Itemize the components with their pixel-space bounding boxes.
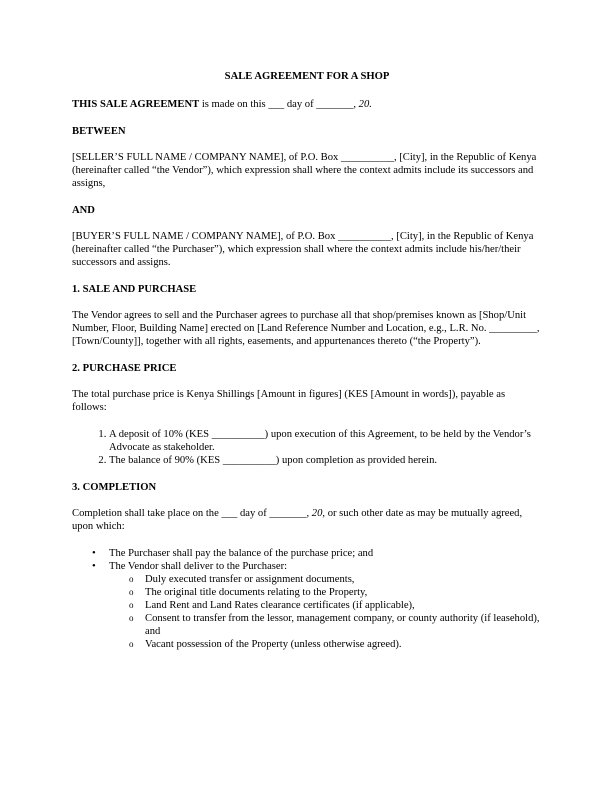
list-item <box>109 560 542 651</box>
list-item: o The original title documents relating to the Property, <box>145 586 542 599</box>
section1-heading: 1. SALE AND PURCHASE <box>72 284 197 295</box>
section3-heading: 3. COMPLETION <box>72 482 157 493</box>
intro-text: is made on this ___ day of _______, <box>199 99 359 110</box>
intro-year: 20. <box>358 99 372 110</box>
buyer-paragraph: [BUYER’S FULL NAME / COMPANY NAME], of P.O. Box __________, [City], in the Republic of Kenya (hereinafter called “the Purchaser”), which expression shall where the context admits include his/her/their successors and assigns. <box>72 231 534 268</box>
list-item: 2. The balance of 90% (KES __________) upon completion as provided herein. <box>109 454 542 467</box>
payment-list <box>72 428 542 467</box>
section3-text-start: Completion shall take place on the ___ day of _______, <box>72 508 312 519</box>
list-item: • The Purchaser shall pay the balance of the purchase price; and <box>109 547 542 560</box>
section2-heading: 2. PURCHASE PRICE <box>72 363 177 374</box>
list-item: 1. A deposit of 10% (KES __________) upon execution of this Agreement, to be held by the Vendor’s Advocate as stakeholder. <box>109 428 542 454</box>
section2-paragraph: The total purchase price is Kenya Shillings [Amount in figures] (KES [Amount in words]), payable as follows: <box>72 389 506 413</box>
and-label: AND <box>72 205 95 216</box>
section1-paragraph: The Vendor agrees to sell and the Purchaser agrees to purchase all that shop/premises known as [Shop/Unit Number, Floor, Building Name] erected on [Land Reference Number and Location, e.g., L.R. No. _________, [Town/County]], together with all rights, easements, and appurtenances thereto (“the Property”). <box>72 310 540 347</box>
section3-text-end: , or such other date as may be mutually agreed, upon which: <box>72 508 523 532</box>
vendor-deliver-label: The Vendor shall deliver to the Purchaser: <box>109 561 288 572</box>
document-page <box>72 70 542 651</box>
section3-paragraph <box>72 507 542 533</box>
intro-line <box>72 98 542 111</box>
list-item: o Land Rent and Land Rates clearance certificates (if applicable), <box>145 599 542 612</box>
document-title: SALE AGREEMENT FOR A SHOP <box>224 71 390 82</box>
list-item: o Consent to transfer from the lessor, management company, or county authority (if leasehold), and <box>145 612 542 638</box>
intro-bold: THIS SALE AGREEMENT <box>72 99 200 110</box>
deliverables-list <box>109 573 542 651</box>
section3-year: 20 <box>311 508 323 519</box>
list-item: o Duly executed transfer or assignment documents, <box>145 573 542 586</box>
list-item: o Vacant possession of the Property (unless otherwise agreed). <box>145 638 542 651</box>
seller-paragraph: [SELLER’S FULL NAME / COMPANY NAME], of P.O. Box __________, [City], in the Republic of Kenya (hereinafter called “the Vendor”), which expression shall where the context admits include its successors and assigns, <box>72 152 537 189</box>
completion-bullets <box>72 547 542 651</box>
between-label: BETWEEN <box>72 126 126 137</box>
